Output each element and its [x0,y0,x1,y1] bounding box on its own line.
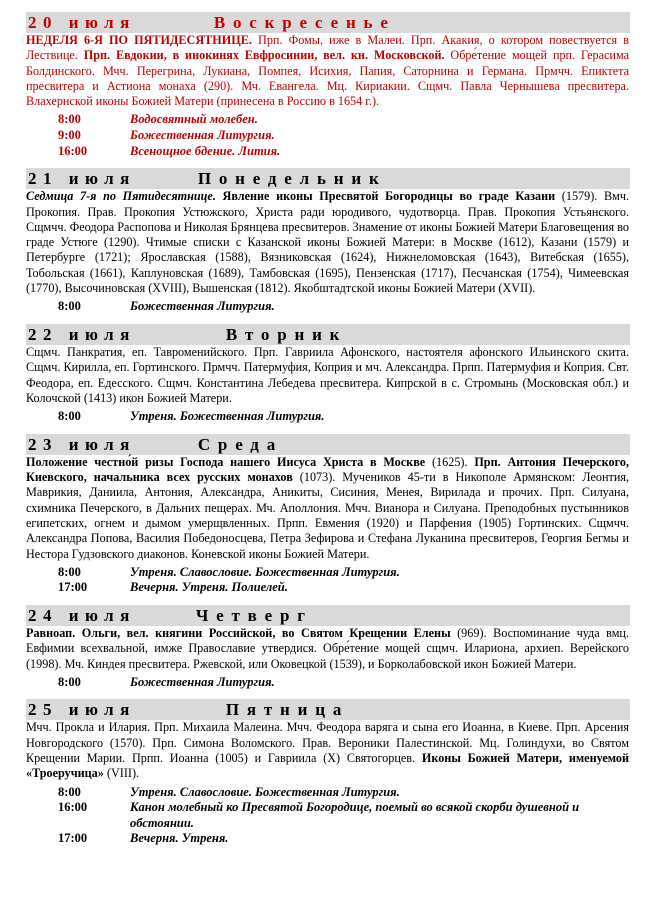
day-weekday: Среда [197,434,284,454]
description-segment: (969). Воспоминание чуда вмц. Евфимии всехвальной, имже Православие утвердися. Обре́тение мощей сщмч. Илариона, архиеп. Верейского (1998). Мч. Киндея пресвитера. Ржевской, или Оковецкой (1539), и Борколабовской икон Божией Матери. [26,625,629,671]
day-header [26,699,630,720]
service-row [0,785,650,801]
day-description [26,455,629,562]
description-segment: Прп. Евдокии, в инокинях Евфросинии, вел. кн. Московской. [83,48,445,63]
service-name: Утреня. Славословие. Божественная Литургия. [130,784,400,799]
service-name: Вечерня. Утреня. [130,831,229,846]
day-weekday: Понедельник [197,169,387,189]
day-header [26,324,630,345]
day-section [0,434,650,605]
day-description [26,720,629,781]
description-segment: Положение честно́й ризы Господа нашего Иисуса Христа в Москве [26,454,426,469]
day-description [26,189,629,296]
description-segment: Явление иконы Пресвятой Богородицы во граде Казани [215,189,556,204]
day-date: 20 июля [28,13,136,32]
service-time: 9:00 [58,128,81,143]
description-segment: Прп. Антония Печерского, Киевского, начальника всех русских монахов [26,454,629,485]
day-header [26,605,630,626]
service-schedule [0,565,650,596]
service-schedule [0,409,650,425]
service-name: Всенощное бдение. Лития. [130,143,281,158]
service-row [0,580,650,596]
day-header [26,434,630,455]
service-row [0,565,650,581]
service-time: 8:00 [58,674,81,689]
service-time: 17:00 [58,580,88,595]
service-name: Божественная Литургия. [130,674,275,689]
day-section [0,699,650,847]
day-section [0,168,650,324]
service-schedule [0,785,650,847]
description-segment: (1073). Мучеников 45-ти в Никополе Армянском: Леонтия, Маврикия, Даниила, Антония, Александра, Аникиты, Сисиния, Менея, Вирилада и прочих. Прп. Силуана, схимника Печерского, в Дальних пещерах. Мч. Аполлония. Мчч. Вианора и Силуана. Преподобных пустынников египетских, огнем и дымом умерщвленных. Прпп. Евмения (1920) и Парфения (1905) Гортинских. Сщмчч. Александра Попова, Василия Победоносцева, Петра Зефирова и Стефана Луканина пресвитеров, Георгия Бегмы и Нестора Гудзовского диаконов. Коневской иконы Божией Матери. [26,470,630,561]
description-segment: (VIII). [103,766,140,781]
description-segment: Мчч. Прокла и Илария. Прп. Михаила Малеина. Мчч. Феодора варяга и сына его Иоанна, в Киеве. Прп. Арсения Новгородского (1570). Прп. Симона Воломского. Прав. Вероники Палестинской. Мц. Голиндухи, во Святом Крещении Марии. Прпп. Иоанна (1005) и Гавриила (X) Святогорцев. [26,720,629,766]
description-segment: Прп. Фомы, иже в Малеи. Прп. Акакия, о котором повествуется в Лествице. [26,33,629,63]
day-date: 22 июля [28,324,136,344]
service-time: 8:00 [58,409,81,424]
service-name: Утреня. Божественная Литургия. [130,409,325,424]
day-date: 25 июля [28,700,136,720]
description-segment: (1579). Вмч. Прокопия. Прав. Прокопия Устюжского, Христа ради юродивого, чудотворца. Прав. Прокопия Устьянского. Сщмчч. Феодора Распопова и Николая Брянцева пресвитеров. Знамение от иконы Божией Матери Благовещения во граде Устюге (1290). Чтимые списки с Казанской иконы Божией Матери: в Москве (1612), Казани (1579) и Петербурге (1721); Ярославская (1588), Вязниковская (1624), Нижнеломовская (1643), Витебская (1655), Тобольская (1661), Каплуновская (1689), Тамбовская (1695), Пензенская (1717), Песчанская (1754), Чимеевская (1770), Высочиновская (XVIII), Вышенская (1812). Якобштадтской иконы Божией Матери (XVII). [26,189,629,296]
day-weekday: Пятница [225,700,350,720]
service-row [0,675,650,691]
service-time: 16:00 [58,143,88,158]
day-header [26,12,630,33]
description-segment: Обре́тение мощей прп. Герасима Болдинского. Мчч. Перегрина, Лукиана, Помпея, Исихия, Папия, Саторнина и Германа. Прмчч. Епиктета пресвитера и Астиона монаха (290). Мч. Евангела. Мц. Кириакии. Сщмч. Павла Чернышева пресвитера. Влахернской иконы Божией Матери (принесена в Россию в 1654 г.). [26,48,629,109]
day-description [26,33,629,109]
service-time: 8:00 [58,112,81,127]
service-name: Канон молебный ко Пресвятой Богородице, поемый во всякой скорби душевной и обстоянии. [130,800,580,830]
service-row [0,299,650,315]
service-time: 17:00 [58,831,88,846]
description-segment: (1625). [425,454,475,469]
service-name: Божественная Литургия. [130,299,275,314]
day-section [0,12,650,168]
description-segment: НЕДЕЛЯ 6-Я ПО ПЯТИДЕСЯТНИЦЕ. [26,33,252,47]
service-row [0,144,650,160]
description-segment: Сщмч. Панкратия, еп. Тавроменийского. Прп. Гавриила Афонского, настоятеля афонского Ильинского скита. Сщмч. Кирилла, еп. Гортинского. Прмчч. Патермуфия, Коприя и мч. Александра. Прпп. Патермуфия и Коприя. Свт. Феодора, еп. Едесского. Сщмч. Константина Лебедева пресвитера. Кипрской в с. Стромынь (Московская обл.) и Колочской (1413) икон Божией Матери. [26,344,629,405]
service-schedule [0,112,650,159]
day-date: 23 июля [28,434,136,454]
day-date: 24 июля [28,605,136,625]
day-description [26,626,629,672]
description-segment: Иконы Божией Матери, именуемой «Троеручица» [26,751,629,781]
service-time: 8:00 [58,564,81,579]
description-segment: Равноап. Ольги, вел. княгини Российской, во Святом Крещении Елены [26,625,451,640]
service-row [0,128,650,144]
service-time: 8:00 [58,299,81,314]
service-schedule [0,675,650,691]
service-schedule [0,299,650,315]
day-description [26,345,629,406]
service-row [0,800,650,831]
service-row [0,831,650,847]
service-row [0,112,650,128]
service-name: Божественная Литургия. [130,128,275,143]
service-name: Утреня. Славословие. Божественная Литургия. [130,564,400,579]
service-time: 8:00 [58,784,81,799]
day-header [26,168,630,189]
day-weekday: Четверг [195,605,313,625]
service-time: 16:00 [58,800,88,815]
day-section [0,324,650,434]
day-section [0,605,650,699]
day-weekday: Воскресенье [213,13,396,32]
service-row [0,409,650,425]
description-segment: Седмица 7-я по Пятидесятнице. [26,189,216,204]
service-name: Водосвятный молебен. [130,112,258,127]
day-date: 21 июля [28,169,136,189]
service-name: Вечерня. Утреня. Полиелей. [130,580,288,595]
day-weekday: Вторник [225,324,348,344]
